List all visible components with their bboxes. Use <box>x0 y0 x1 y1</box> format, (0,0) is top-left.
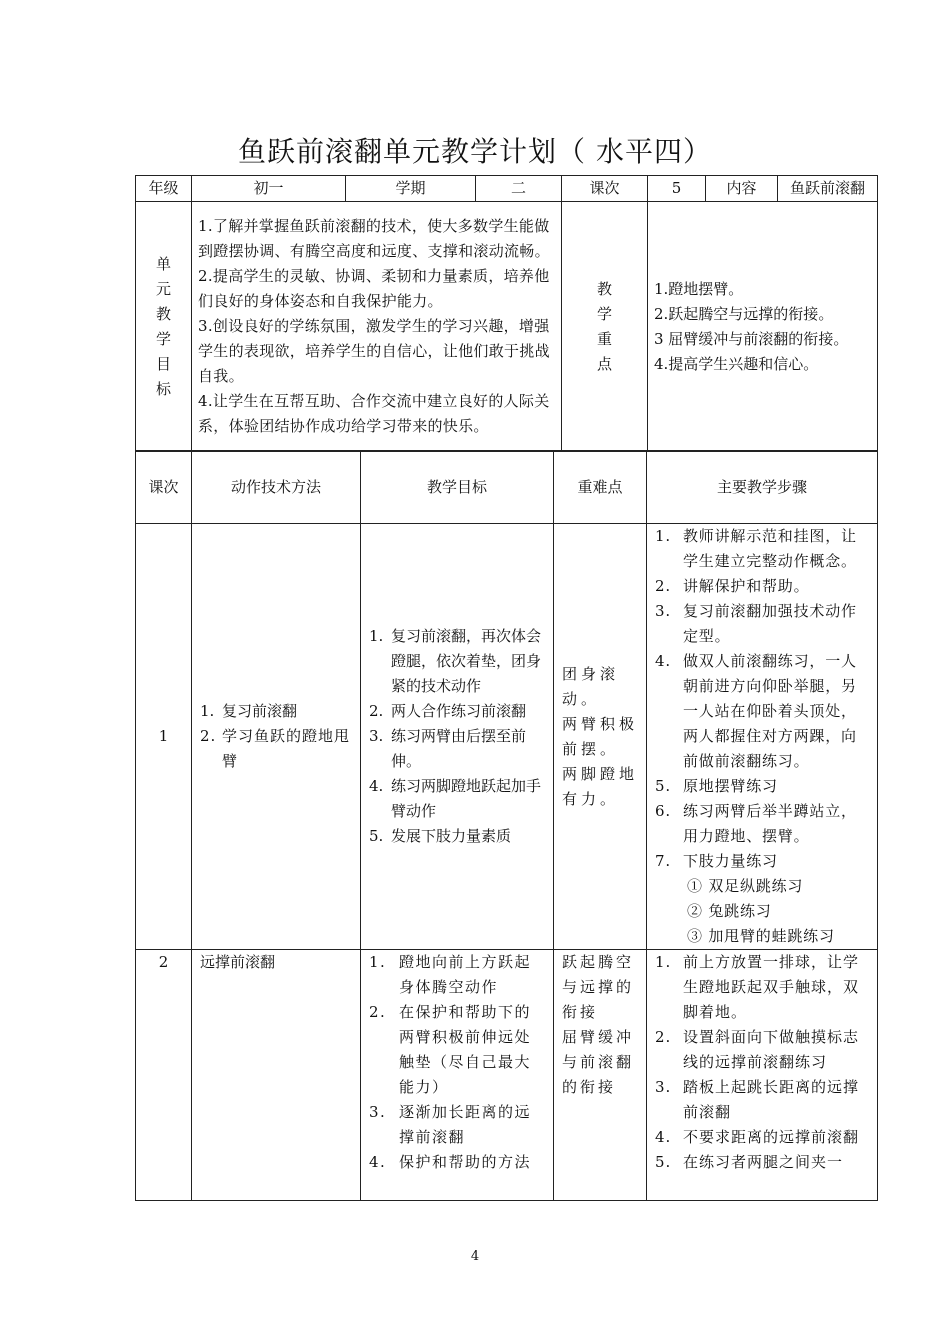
lesson-goals <box>361 524 554 950</box>
lesson-difficulty: 团身滚动。 两臂积极前摆。 两脚蹬地有力。 <box>554 524 647 950</box>
list-item: 4. 做双人前滚翻练习，一人朝前进方向仰卧举腿，另一人站在仰卧着头顶处，两人都握住对方两踝，向前做前滚翻练习。 <box>655 652 857 770</box>
header-lesson: 课次 <box>136 451 192 524</box>
key-point-3: 3 屈臂缓冲与前滚翻的衔接。 <box>654 329 849 348</box>
content-label: 内容 <box>706 176 778 202</box>
lesson-technique: 远撑前滚翻 <box>192 950 361 1201</box>
sub-step: ③ 加甩臂的蛙跳练习 <box>687 927 835 945</box>
list-item: 1. 蹬地向前上方跃起身体腾空动作 <box>369 953 532 996</box>
lesson-techniques <box>192 524 361 950</box>
header-goal: 教学目标 <box>361 451 554 524</box>
unit-goal-3: 3.创设良好的学练氛围，激发学生的学习兴趣，增强学生的表现欲，培养学生的自信心，让他们敢于挑战自我。 <box>198 317 550 385</box>
page-number: 4 <box>470 1249 480 1264</box>
lesson-steps <box>647 524 878 950</box>
list-item: 3. 踏板上起跳长距离的远撑前滚翻 <box>655 1078 860 1121</box>
unit-goal-2: 2.提高学生的灵敏、协调、柔韧和力量素质，培养他们良好的身体姿态和自我保护能力。 <box>198 267 550 310</box>
key-point-2: 2.跃起腾空与远撑的衔接。 <box>654 304 834 323</box>
unit-goals-label: 单 元 教 学 目 标 <box>136 202 192 452</box>
term-value: 二 <box>476 176 562 202</box>
list-item: 3. 练习两臂由后摆至前伸。 <box>369 727 527 770</box>
lesson-number: 1 <box>136 524 192 950</box>
list-item: 5. 原地摆臂练习 <box>655 777 778 795</box>
lessons-label: 课次 <box>562 176 648 202</box>
list-item: 2. 学习鱼跃的蹬地甩臂 <box>200 727 351 770</box>
lesson-row-1 <box>136 524 878 950</box>
list-item: 1. 复习前滚翻，再次体会蹬腿，依次着垫，团身紧的技术动作 <box>369 627 542 695</box>
header-steps: 主要教学步骤 <box>647 451 878 524</box>
list-item: 4. 练习两脚蹬地跃起加手臂动作 <box>369 777 542 820</box>
key-point-4: 4.提高学生兴趣和信心。 <box>654 354 819 373</box>
list-item: 3. 复习前滚翻加强技术动作定型。 <box>655 602 857 645</box>
list-item: 3. 逐渐加长距离的远撑前滚翻 <box>369 1103 532 1146</box>
list-item: 6. 练习两臂后举半蹲站立，用力蹬地、摆臂。 <box>655 802 857 845</box>
list-item: 4. 不要求距离的远撑前滚翻 <box>655 1128 860 1146</box>
list-item: 7. 下肢力量练习 <box>655 852 778 870</box>
sub-step: ② 兔跳练习 <box>687 902 772 920</box>
lesson-row-2 <box>136 950 878 1201</box>
key-points-content <box>648 202 878 452</box>
lessons-value: 5 <box>648 176 706 202</box>
key-points-label: 教 学 重 点 <box>562 202 648 452</box>
unit-goal-4: 4.让学生在互帮互助、合作交流中建立良好的人际关系，体验团结协作成功给学习带来的快乐。 <box>198 392 550 435</box>
grade-label: 年级 <box>136 176 192 202</box>
grade-value: 初一 <box>192 176 346 202</box>
unit-info-table <box>135 175 878 452</box>
lesson-number: 2 <box>136 950 192 1201</box>
list-item: 5. 在练习者两腿之间夹一 <box>655 1153 844 1171</box>
page-title: 鱼跃前滚翻单元教学计划（ 水平四） <box>238 135 712 168</box>
lesson-steps <box>647 950 878 1201</box>
list-item: 5. 发展下肢力量素质 <box>369 827 512 845</box>
list-item: 4. 保护和帮助的方法 <box>369 1153 532 1171</box>
term-label: 学期 <box>346 176 476 202</box>
list-item: 2. 讲解保护和帮助。 <box>655 577 810 595</box>
unit-goals-content <box>192 202 562 452</box>
list-item: 1. 前上方放置一排球，让学生蹬地跃起双手触球，双脚着地。 <box>655 953 860 1021</box>
content-value: 鱼跃前滚翻 <box>778 176 878 202</box>
unit-goal-1: 1.了解并掌握鱼跃前滚翻的技术，使大多数学生能做到蹬摆协调、有腾空高度和远度、支撑和滚动流畅。 <box>198 217 550 260</box>
list-item: 1. 教师讲解示范和挂图，让学生建立完整动作概念。 <box>655 527 857 570</box>
list-item: 2. 设置斜面向下做触摸标志线的远撑前滚翻练习 <box>655 1028 860 1071</box>
key-point-1: 1.蹬地摆臂。 <box>654 279 744 298</box>
header-difficulty: 重难点 <box>554 451 647 524</box>
header-technique: 动作技术方法 <box>192 451 361 524</box>
lessons-table <box>135 450 878 1201</box>
lesson-goals <box>361 950 554 1201</box>
lesson-difficulty: 跃起腾空与远撑的衔接 屈臂缓冲与前滚翻的衔接 <box>554 950 647 1201</box>
sub-step: ① 双足纵跳练习 <box>687 877 804 895</box>
list-item: 2. 在保护和帮助下的两臂积极前伸远处触垫（尽自己最大能力） <box>369 1003 532 1096</box>
list-item: 2. 两人合作练习前滚翻 <box>369 702 527 720</box>
list-item: 1. 复习前滚翻 <box>200 702 298 720</box>
